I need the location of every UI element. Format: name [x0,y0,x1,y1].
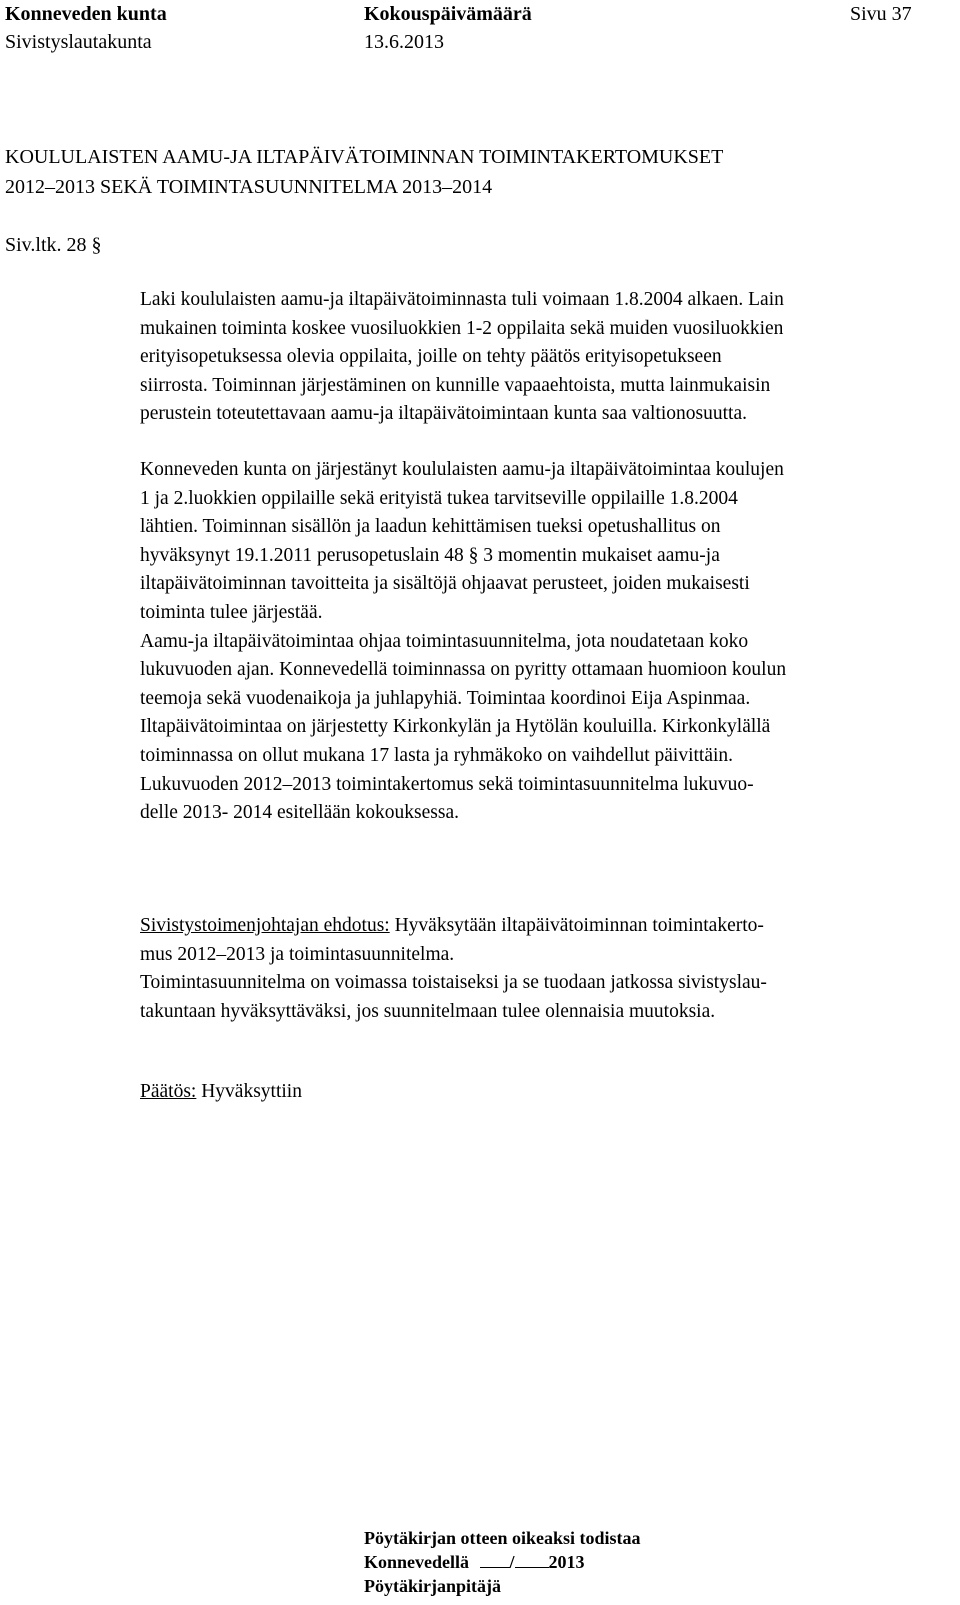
text-line: lähtien. Toiminnan sisällön ja laadun kehittämisen tueksi opetushallitus on [140,516,721,538]
page-number: Sivu 37 [850,3,912,25]
text-line: Konneveden kunta on järjestänyt koululaisten aamu-ja iltapäivätoimintaa koulujen [140,459,784,480]
certification-line: Pöytäkirjan otteen oikeaksi todistaa [364,1528,641,1548]
proposal-label: Sivistystoimenjohtajan ehdotus: [140,915,390,936]
text-line: Lukuvuoden 2012–2013 toimintakertomus sekä toimintasuunnitelma lukuvuo- [140,773,754,795]
board-name: Sivistyslautakunta [5,31,152,53]
text-line: Toimintasuunnitelma on voimassa toistaiseksi ja se tuodaan jatkossa sivistyslau- [140,972,767,994]
text-line: toiminta tulee järjestää. [140,601,323,623]
title-line: KOULULAISTEN AAMU-JA ILTAPÄIVÄTOIMINNAN TOIMINTAKERTOMUKSET [5,146,724,168]
paragraph-activity [140,456,786,828]
text-line: 1 ja 2.luokkien oppilaille sekä erityistä tukea tarvitseville oppilaille 1.8.2004 [140,487,738,509]
meeting-date-label: Kokouspäivämäärä [364,3,532,25]
place-name: Konnevedellä [364,1552,470,1572]
certification-place-date [364,1550,585,1574]
text-line: perustein toteutettavaan aamu-ja iltapäivätoimintaan kunta saa valtionosuutta. [140,403,748,425]
text-line: mukainen toiminta koskee vuosiluokkien 1-2 oppilaita sekä muiden vuosiluokkien [140,317,784,339]
text-line: takuntaan hyväksyttäväksi, jos suunnitelmaan tulee olennaisia muutoksia. [140,1000,716,1022]
text-line: Iltapäivätoimintaa on järjestetty Kirkonkylän ja Hytölän kouluilla. Kirkonkylällä [140,716,771,738]
decision-line [140,1078,302,1107]
secretary-label: Pöytäkirjanpitäjä [364,1576,501,1596]
text-line: iltapäivätoiminnan tavoitteita ja sisältöjä ohjaavat perusteet, joiden mukaisesti [140,573,750,595]
meeting-date: 13.6.2013 [364,31,444,53]
text-line: siirrosta. Toiminnan järjestäminen on kunnille vapaaehtoista, mutta lainmukaisin [140,374,771,396]
text-line: teemoja sekä vuodenaikoja ja juhlapyhiä. Toimintaa koordinoi Eija Aspinmaa. [140,687,751,709]
day-blank [480,1550,510,1568]
text-line: Laki koululaisten aamu-ja iltapäivätoiminnasta tuli voimaan 1.8.2004 alkaen. Lain [140,289,784,310]
date-separator: / [509,1552,515,1572]
text-line: lukuvuoden ajan. Konnevedellä toiminnassa on pyritty ottamaan huomioon koulun [140,659,787,681]
title-line: 2012–2013 SEKÄ TOIMINTASUUNNITELMA 2013–2014 [5,176,493,198]
text-line: delle 2013- 2014 esitellään kokouksessa. [140,802,459,824]
section-reference: Siv.ltk. 28 § [5,234,102,256]
decision-label: Päätös: [140,1081,197,1102]
decision-text: Hyväksyttiin [196,1081,302,1102]
text-line: Aamu-ja iltapäivätoimintaa ohjaa toimintasuunnitelma, jota noudatetaan koko [140,630,749,652]
text-line: hyväksynyt 19.1.2011 perusopetuslain 48 § 3 momentin mukaiset aamu-ja [140,544,720,566]
month-blank [515,1550,549,1568]
municipality-name: Konneveden kunta [5,3,167,25]
proposal-first-line [140,912,767,941]
text-line: mus 2012–2013 ja toimintasuunnitelma. [140,943,455,965]
proposal-block [140,912,767,1026]
text-line: erityisopetuksessa olevia oppilaita, joille on tehty päätös erityisopetukseen [140,346,722,368]
paragraph-law [140,286,784,429]
proposal-text: Hyväksytään iltapäivätoiminnan toimintakerto- [389,915,764,936]
text-line: toiminnassa on ollut mukana 17 lasta ja ryhmäkoko on vaihdellut päivittäin. [140,744,734,766]
certification-year: 2013 [548,1552,585,1572]
document-title [5,142,723,202]
